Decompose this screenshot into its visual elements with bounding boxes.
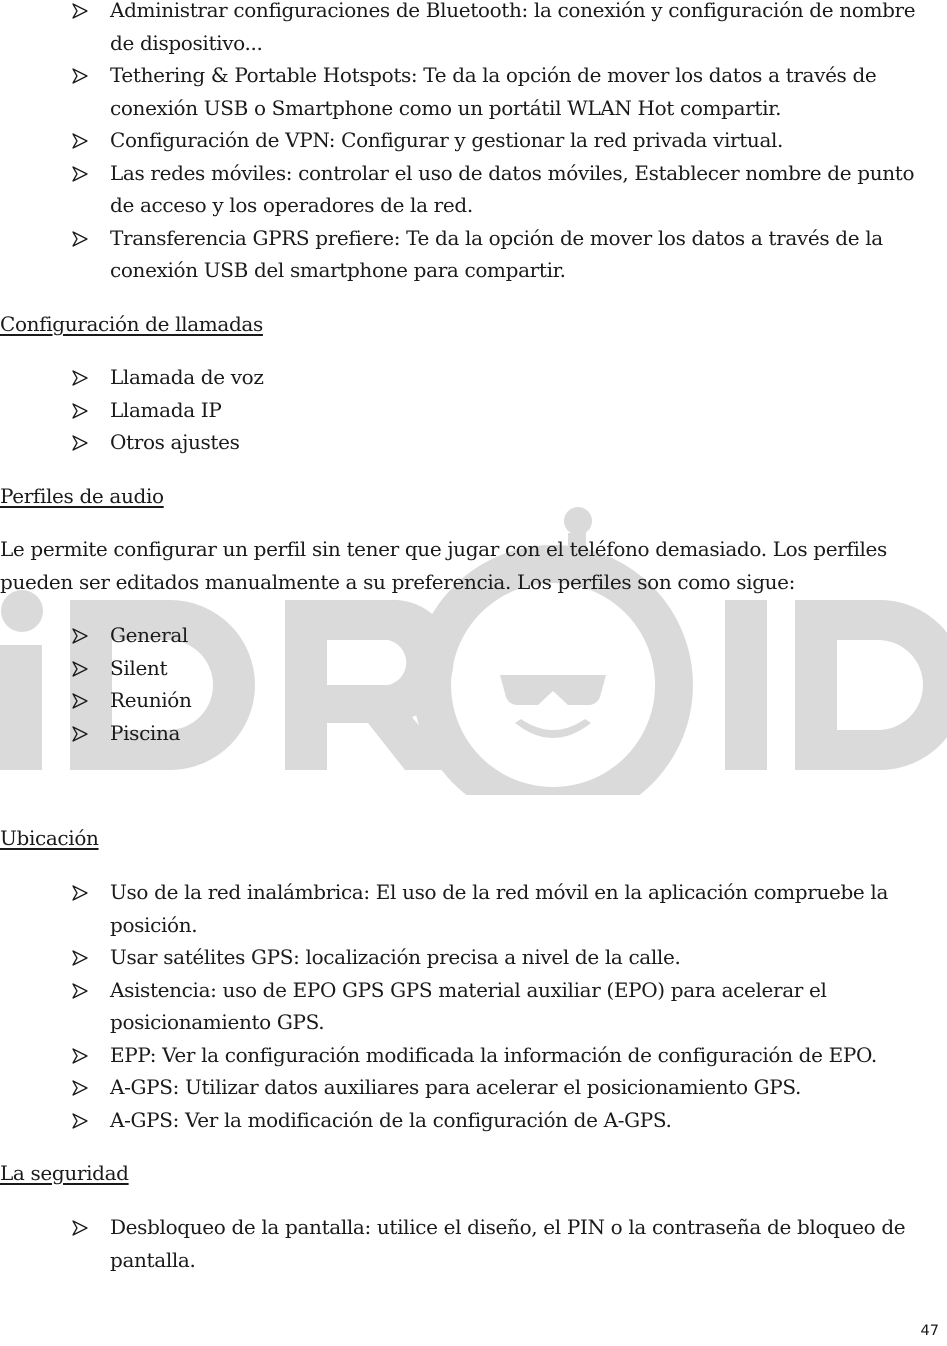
list-item-text: Llamada de voz [110, 365, 264, 389]
arrow-bullet-icon [72, 983, 88, 999]
list-item [0, 1211, 947, 1276]
list-item-text: Piscina [110, 720, 181, 745]
arrow-bullet-icon [72, 403, 88, 419]
list-item [0, 1071, 947, 1104]
audio-paragraph: Le permite configurar un perfil sin tener que jugar con el teléfono demasiado. Los perfiles pueden ser editados manualmente a su preferencia. Los perfiles son como sigue: [0, 537, 887, 594]
list-item-text: Uso de la red inalámbrica: El uso de la red móvil en la aplicación compruebe la posición. [110, 880, 889, 937]
list-audio-profiles [0, 619, 947, 749]
section-heading-audio: Perfiles de audio [0, 484, 164, 508]
list-item [0, 361, 947, 394]
arrow-bullet-icon [72, 1220, 88, 1236]
arrow-bullet-icon [72, 661, 88, 677]
list-item-text: Asistencia: uso de EPO GPS GPS material auxiliar (EPO) para acelerar el posicionamiento GPS. [110, 977, 827, 1034]
list-item [0, 1039, 947, 1072]
arrow-bullet-icon [72, 885, 88, 901]
list-location [0, 876, 947, 1136]
list-top [0, 0, 947, 287]
list-item [0, 652, 947, 685]
arrow-bullet-icon [72, 370, 88, 386]
list-security [0, 1211, 947, 1276]
list-item-text: Transferencia GPRS prefiere: Te da la opción de mover los datos a través de la conexión USB del smartphone para compartir. [110, 225, 883, 282]
list-calls [0, 361, 947, 459]
arrow-bullet-icon [72, 3, 88, 19]
arrow-bullet-icon [72, 231, 88, 247]
list-item [0, 717, 947, 750]
arrow-bullet-icon [72, 166, 88, 182]
section-heading-calls: Configuración de llamadas [0, 312, 263, 336]
list-item-text: Usar satélites GPS: localización precisa a nivel de la calle. [110, 945, 681, 969]
list-item [0, 426, 947, 459]
list-item-text: Otros ajustes [110, 430, 240, 454]
list-item [0, 974, 947, 1039]
list-item-text: A-GPS: Ver la modificación de la configuración de A-GPS. [110, 1107, 672, 1132]
arrow-bullet-icon [72, 133, 88, 149]
list-item [0, 394, 947, 427]
section-heading-security: La seguridad [0, 1161, 129, 1185]
list-item-text: Silent [110, 655, 168, 680]
list-item-text: Configuración de VPN: Configurar y gestionar la red privada virtual. [110, 128, 784, 152]
list-item-text: Tethering & Portable Hotspots: Te da la opción de mover los datos a través de conexión USB o Smartphone como un portátil WLAN Hot compartir. [110, 63, 877, 120]
list-item [0, 59, 947, 124]
list-item [0, 0, 947, 59]
list-item-text: Administrar configuraciones de Bluetooth: la conexión y configuración de nombre de dispositivo... [110, 0, 916, 55]
list-item [0, 222, 947, 287]
list-item-text: Desbloqueo de la pantalla: utilice el diseño, el PIN o la contraseña de bloqueo de pantalla. [110, 1215, 906, 1272]
arrow-bullet-icon [72, 1048, 88, 1064]
arrow-bullet-icon [72, 950, 88, 966]
list-item [0, 684, 947, 717]
section-heading-location: Ubicación [0, 826, 99, 850]
list-item-text: General [110, 623, 188, 647]
list-item-text: Las redes móviles: controlar el uso de datos móviles, Establecer nombre de punto de acceso y los operadores de la red. [110, 160, 915, 217]
arrow-bullet-icon [72, 68, 88, 84]
list-item-text: EPP: Ver la configuración modificada la información de configuración de EPO. [110, 1042, 877, 1067]
list-item [0, 619, 947, 652]
list-item [0, 124, 947, 157]
page-number: 47 [920, 1323, 939, 1339]
list-item-text: A-GPS: Utilizar datos auxiliares para acelerar el posicionamiento GPS. [110, 1075, 802, 1099]
arrow-bullet-icon [72, 1080, 88, 1096]
arrow-bullet-icon [72, 693, 88, 709]
arrow-bullet-icon [72, 435, 88, 451]
list-item [0, 157, 947, 222]
list-item-text: Llamada IP [110, 397, 222, 422]
arrow-bullet-icon [72, 726, 88, 742]
arrow-bullet-icon [72, 628, 88, 644]
list-item [0, 876, 947, 941]
list-item [0, 1104, 947, 1137]
list-item [0, 941, 947, 974]
arrow-bullet-icon [72, 1113, 88, 1129]
list-item-text: Reunión [110, 688, 192, 712]
